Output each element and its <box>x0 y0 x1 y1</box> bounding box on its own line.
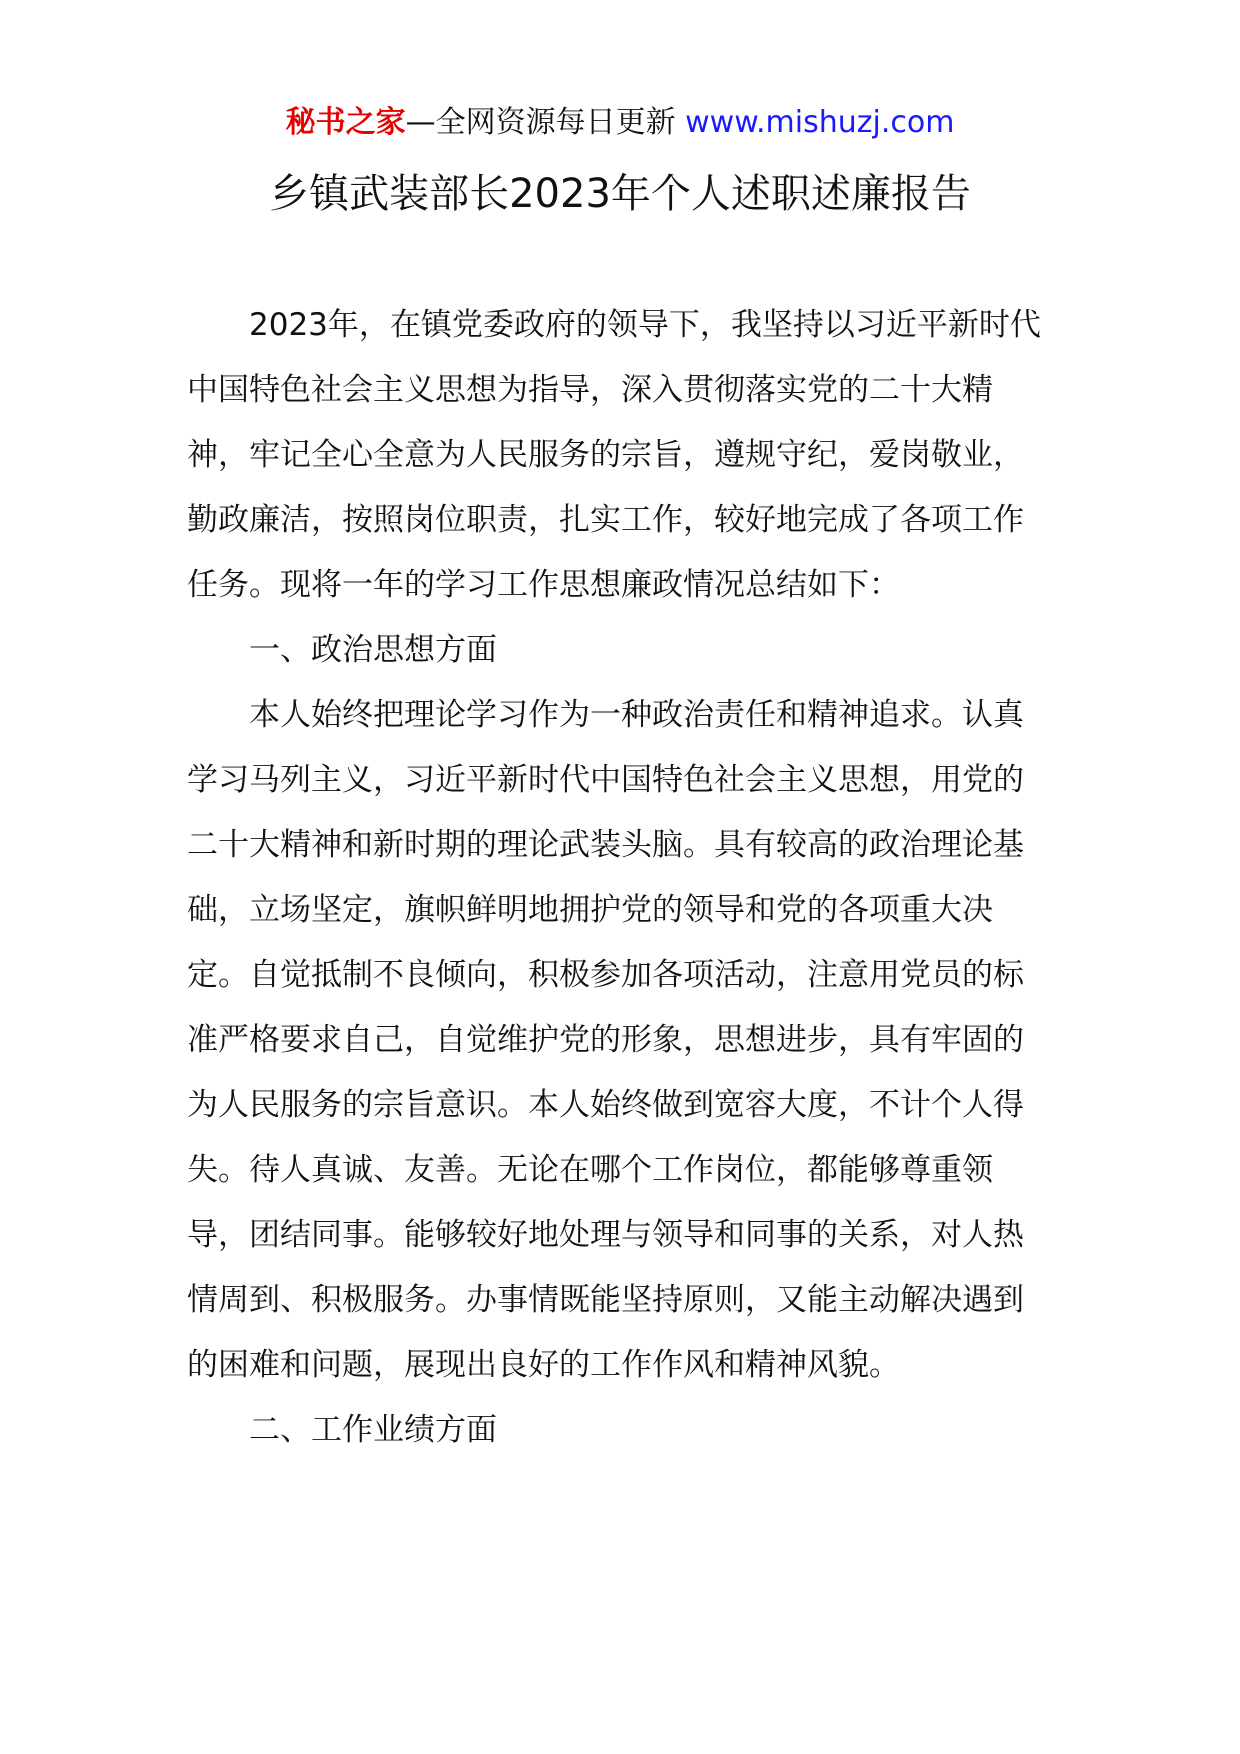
brand-name: 秘书之家 <box>285 105 406 140</box>
document-title: 乡镇武装部长2023年个人述职述廉报告 <box>269 171 971 217</box>
document-body <box>187 293 1053 1463</box>
intro-paragraph: 2023年，在镇党委政府的领导下，我坚持以习近平新时代中国特色社会主义思想为指导，深入贯彻落实党的二十大精神，牢记全心全意为人民服务的宗旨，遵规守纪，爱岗敬业，勤政廉洁，按照岗位职责，扎实工作，较好地完成了各项工作任务。现将一年的学习工作思想廉政情况总结如下： <box>187 307 1041 603</box>
section-heading-political: 一、政治思想方面 <box>249 632 497 668</box>
site-header <box>0 100 1240 146</box>
header-slogan: —全网资源每日更新 <box>405 105 686 140</box>
section-heading-work: 二、工作业绩方面 <box>249 1412 497 1448</box>
site-url-link[interactable]: www.mishuzj.com <box>685 105 955 140</box>
political-paragraph: 本人始终把理论学习作为一种政治责任和精神追求。认真学习马列主义，习近平新时代中国特色社会主义思想，用党的二十大精神和新时期的理论武装头脑。具有较高的政治理论基础，立场坚定，旗帜鲜明地拥护党的领导和党的各项重大决定。自觉抵制不良倾向，积极参加各项活动，注意用党员的标准严格要求自己，自觉维护党的形象，思想进步，具有牢固的为人民服务的宗旨意识。本人始终做到宽容大度，不计个人得失。待人真诚、友善。无论在哪个工作岗位，都能够尊重领导，团结同事。能够较好地处理与领导和同事的关系，对人热情周到、积极服务。办事情既能坚持原则，又能主动解决遇到的困难和问题，展现出良好的工作作风和精神风貌。 <box>187 697 1024 1383</box>
